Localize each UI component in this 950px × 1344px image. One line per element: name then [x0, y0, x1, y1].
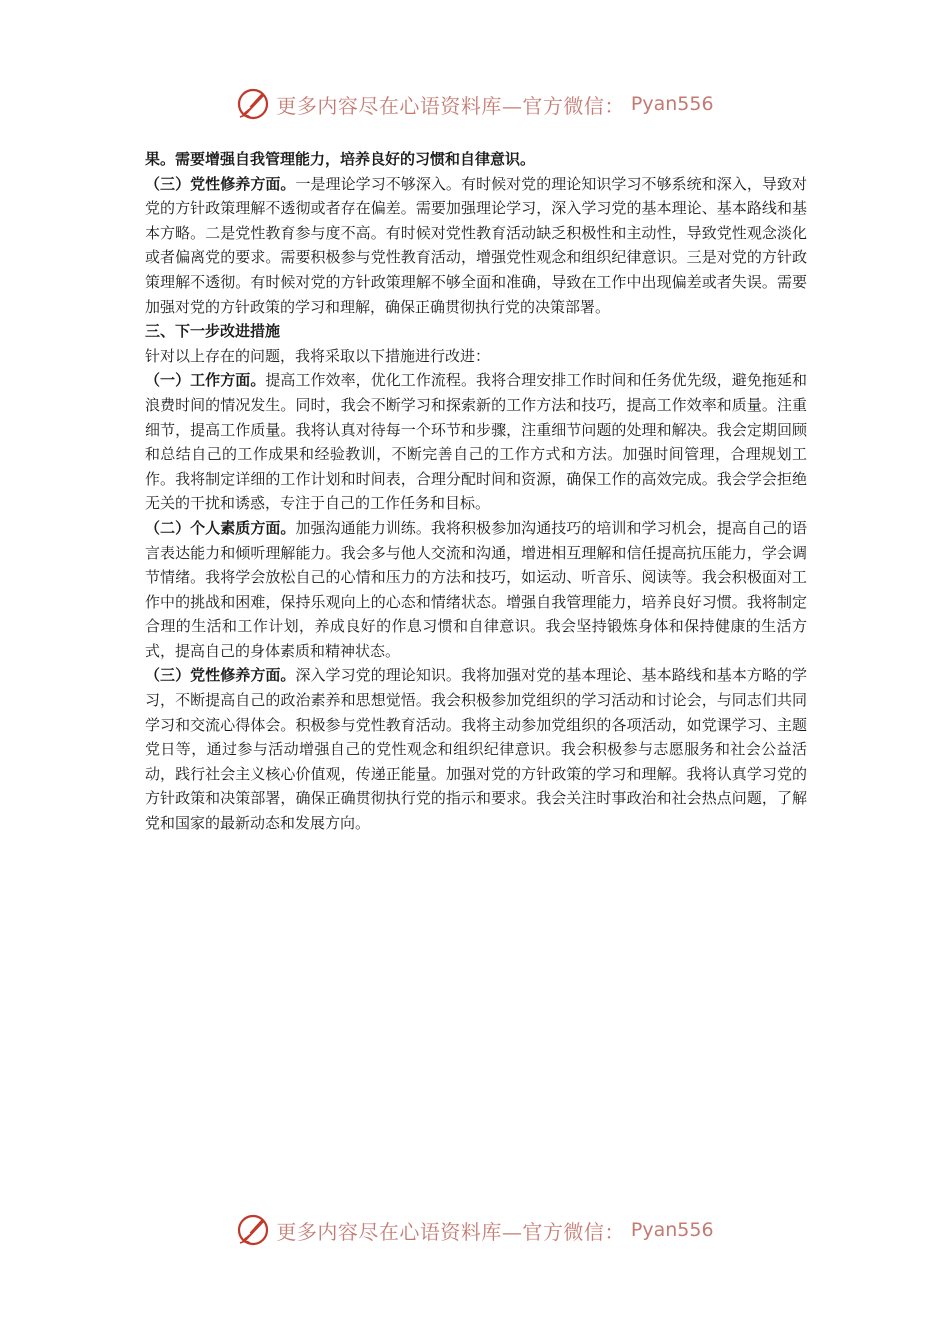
- paragraph-party-cultivation-issues: [145, 172, 807, 320]
- quill-logo-icon: [236, 1213, 270, 1247]
- paragraph-text: 加强沟通能力训练。我将积极参加沟通技巧的培训和学习机会，提高自己的语言表达能力和倾听理解能力。我会多与他人交流和沟通，增进相互理解和信任提高抗压能力，学会调节情绪。我将学会放松自己的心情和压力的方法和技巧，如运动、听音乐、阅读等。我会积极面对工作中的挑战和困难，保持乐观向上的心态和情绪状态。增强自我管理能力，培养良好习惯。我将制定合理的生活和工作计划，养成良好的作息习惯和自律意识。我会坚持锻炼身体和保持健康的生活方式，提高自己的身体素质和精神状态。: [145, 518, 807, 660]
- watermark-text: 更多内容尽在心语资料库—官方微信：: [276, 93, 625, 118]
- watermark-text: 更多内容尽在心语资料库—官方微信：: [276, 1219, 625, 1244]
- intro-text: 针对以上存在的问题，我将采取以下措施进行改进：: [145, 346, 491, 365]
- watermark-wechat-id: Pyan556: [630, 1219, 714, 1241]
- paragraph-work-measures: [145, 368, 807, 516]
- paragraph-text: 深入学习党的理论知识。我将加强对党的基本理论、基本路线和基本方略的学习，不断提高自己的政治素养和思想觉悟。我会积极参加党组织的学习活动和讨论会，与同志们共同学习和交流心得体会。积极参与党性教育活动。我将主动参加党组织的各项活动，如党课学习、主题党日等，通过参与活动增强自己的党性观念和组织纪律意识。我会积极参与志愿服务和社会公益活动，践行社会主义核心价值观，传递正能量。加强对党的方针政策的学习和理解。我将认真学习党的方针政策和决策部署，确保正确贯彻执行党的指示和要求。我会关注时事政治和社会热点问题，了解党和国家的最新动态和发展方向。: [145, 666, 807, 833]
- watermark-footer: [0, 1210, 950, 1250]
- watermark-header: [0, 84, 950, 124]
- document-body: [145, 147, 807, 836]
- paragraph-party-cultivation-measures: [145, 663, 807, 835]
- paragraph-label: （一）工作方面。: [145, 371, 266, 390]
- paragraph-label: （三）党性修养方面。: [145, 174, 296, 193]
- paragraph-label: （二）个人素质方面。: [145, 518, 296, 537]
- watermark-wechat-id: Pyan556: [630, 93, 714, 115]
- quill-logo-icon: [236, 87, 270, 121]
- paragraph-label: （三）党性修养方面。: [145, 666, 296, 685]
- paragraph-continuation: 果。需要增强自我管理能力，培养良好的习惯和自律意识。: [145, 150, 536, 168]
- paragraph-text: 提高工作效率，优化工作流程。我将合理安排工作时间和任务优先级，避免拖延和浪费时间的情况发生。同时，我会不断学习和探索新的工作方法和技巧，提高工作效率和质量。注重细节，提高工作质量。我将认真对待每一个环节和步骤，注重细节问题的处理和解决。我会定期回顾和总结自己的工作成果和经验教训，不断完善自己的工作方式和方法。加强时间管理，合理规划工作。我将制定详细的工作计划和时间表，合理分配时间和资源，确保工作的高效完成。我会学会拒绝无关的干扰和诱惑，专注于自己的工作任务和目标。: [145, 371, 807, 513]
- paragraph-personal-quality-measures: [145, 516, 807, 664]
- section-heading: 三、下一步改进措施: [145, 322, 281, 341]
- paragraph-text: 一是理论学习不够深入。有时候对党的理论知识学习不够系统和深入，导致对党的方针政策理解不透彻或者存在偏差。需要加强理论学习，深入学习党的基本理论、基本路线和基本方略。二是党性教育参与度不高。有时候对党性教育活动缺乏积极性和主动性，导致党性观念淡化或者偏离党的要求。需要积极参与党性教育活动，增强党性观念和组织纪律意识。三是对党的方针政策理解不透彻。有时候对党的方针政策理解不够全面和准确，导致在工作中出现偏差或者失误。需要加强对党的方针政策的学习和理解，确保正确贯彻执行党的决策部署。: [145, 174, 807, 316]
